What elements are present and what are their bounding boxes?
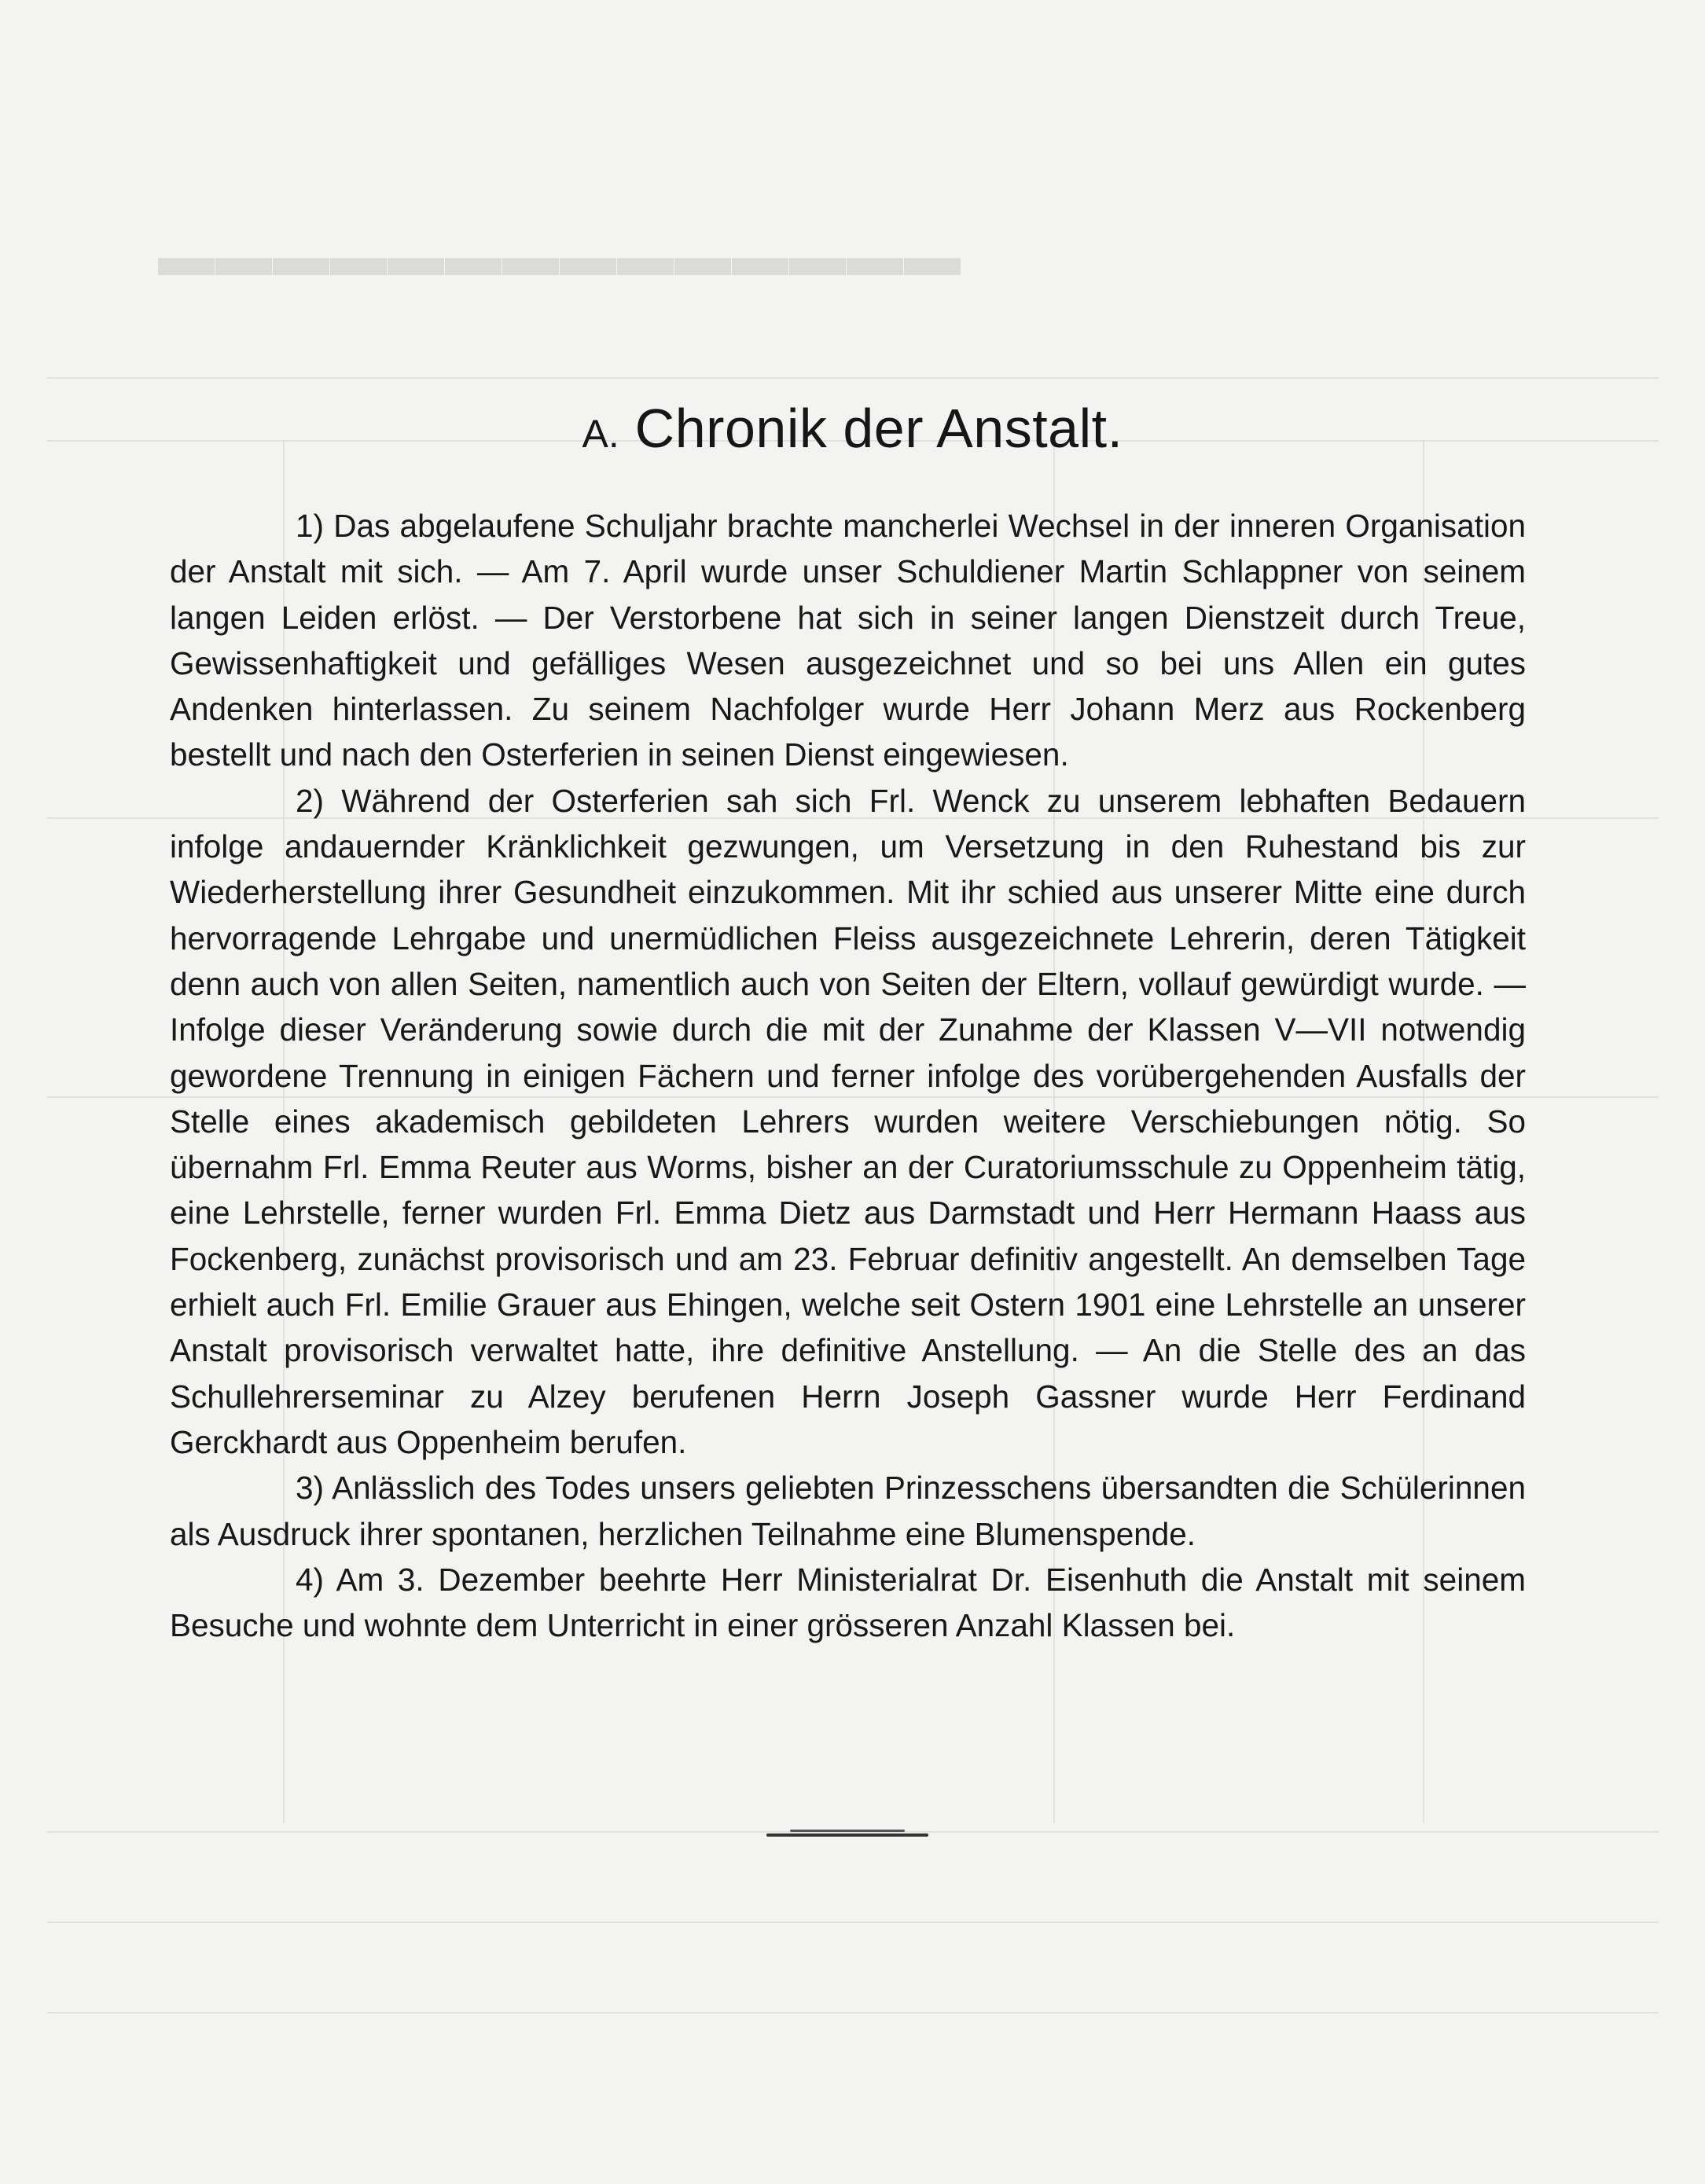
page-title — [0, 397, 1705, 460]
chronicle-paragraph: 4) Am 3. Dezember beehrte Herr Ministerialrat Dr. Eisenhuth die Anstalt mit seinem Besuche und wohnte dem Unterricht in einer grösseren Anzahl Klassen bei. — [170, 1561, 1526, 1644]
chronicle-paragraph: 2) Während der Osterferien sah sich Frl. Wenck zu unserem lebhaften Bedauern infolge andauernder Kränklichkeit gezwungen, um Versetzung in den Ruhestand bis zur Wiederherstellung ihrer Gesundheit einzukommen. Mit ihr schied aus unserer Mitte eine durch hervorragende Lehrgabe und unermüdlichen Fleiss ausgezeichnete Lehrerin, deren Tätigkeit denn auch von allen Seiten, namentlich auch von Seiten der Eltern, vollauf gewürdigt wurde. — Infolge dieser Veränderung sowie durch die mit der Zunahme der Klassen V—VII notwendig gewordene Trennung in einigen Fächern und ferner infolge des vorübergehenden Ausfalls der Stelle eines akademisch gebildeten Lehrers wurden weitere Verschiebungen nötig. So übernahm Frl. Emma Reuter aus Worms, bisher an der Curatoriumsschule zu Oppenheim tätig, eine Lehrstelle, ferner wurden Frl. Emma Dietz aus Darmstadt und Herr Hermann Haass aus Fockenberg, zunächst provisorisch und am 23. Februar definitiv angestellt. An demselben Tage erhielt auch Frl. Emilie Grauer aus Ehingen, welche seit Ostern 1901 eine Lehrstelle an unserer Anstalt provisorisch verwaltet hatte, ihre definitive Anstellung. — An die Stelle des an das Schullehrerseminar zu Alzey berufenen Herrn Joseph Gassner wurde Herr Ferdinand Gerckhardt aus Oppenheim berufen. — [170, 782, 1526, 1460]
chronicle-paragraph: 3) Anlässlich des Todes unsers geliebten Prinzesschens übersandten die Schülerinnen als Ausdruck ihrer spontanen, herzlichen Teilnahme eine Blumenspende. — [170, 1470, 1526, 1552]
bleed-through-rule — [47, 1922, 1659, 1923]
bleed-through-rule — [47, 2012, 1659, 2013]
chronicle-body — [170, 503, 1526, 1648]
title-section-letter: A. — [582, 412, 619, 456]
bleed-through-rule — [47, 377, 1659, 379]
chronicle-paragraph: 1) Das abgelaufene Schuljahr brachte mancherlei Wechsel in der inneren Organisation der Anstalt mit sich. — Am 7. April wurde unser Schuldiener Martin Schlappner von seinem langen Leiden erlöst. — Der Verstorbene hat sich in seiner langen Dienstzeit durch Treue, Gewissenhaftigkeit und gefälliges Wesen ausgezeichnet und so bei uns Allen ein gutes Andenken hinterlassen. Zu seinem Nachfolger wurde Herr Johann Merz aus Rockenberg bestellt und nach den Osterferien in seinen Dienst eingewiesen. — [170, 508, 1526, 773]
title-text: Chronik der Anstalt. — [634, 398, 1123, 459]
bleed-through-heading: ▬▬▬▬▬▬▬▬▬▬▬▬▬▬ — [157, 225, 961, 288]
closing-divider — [766, 1833, 928, 1837]
